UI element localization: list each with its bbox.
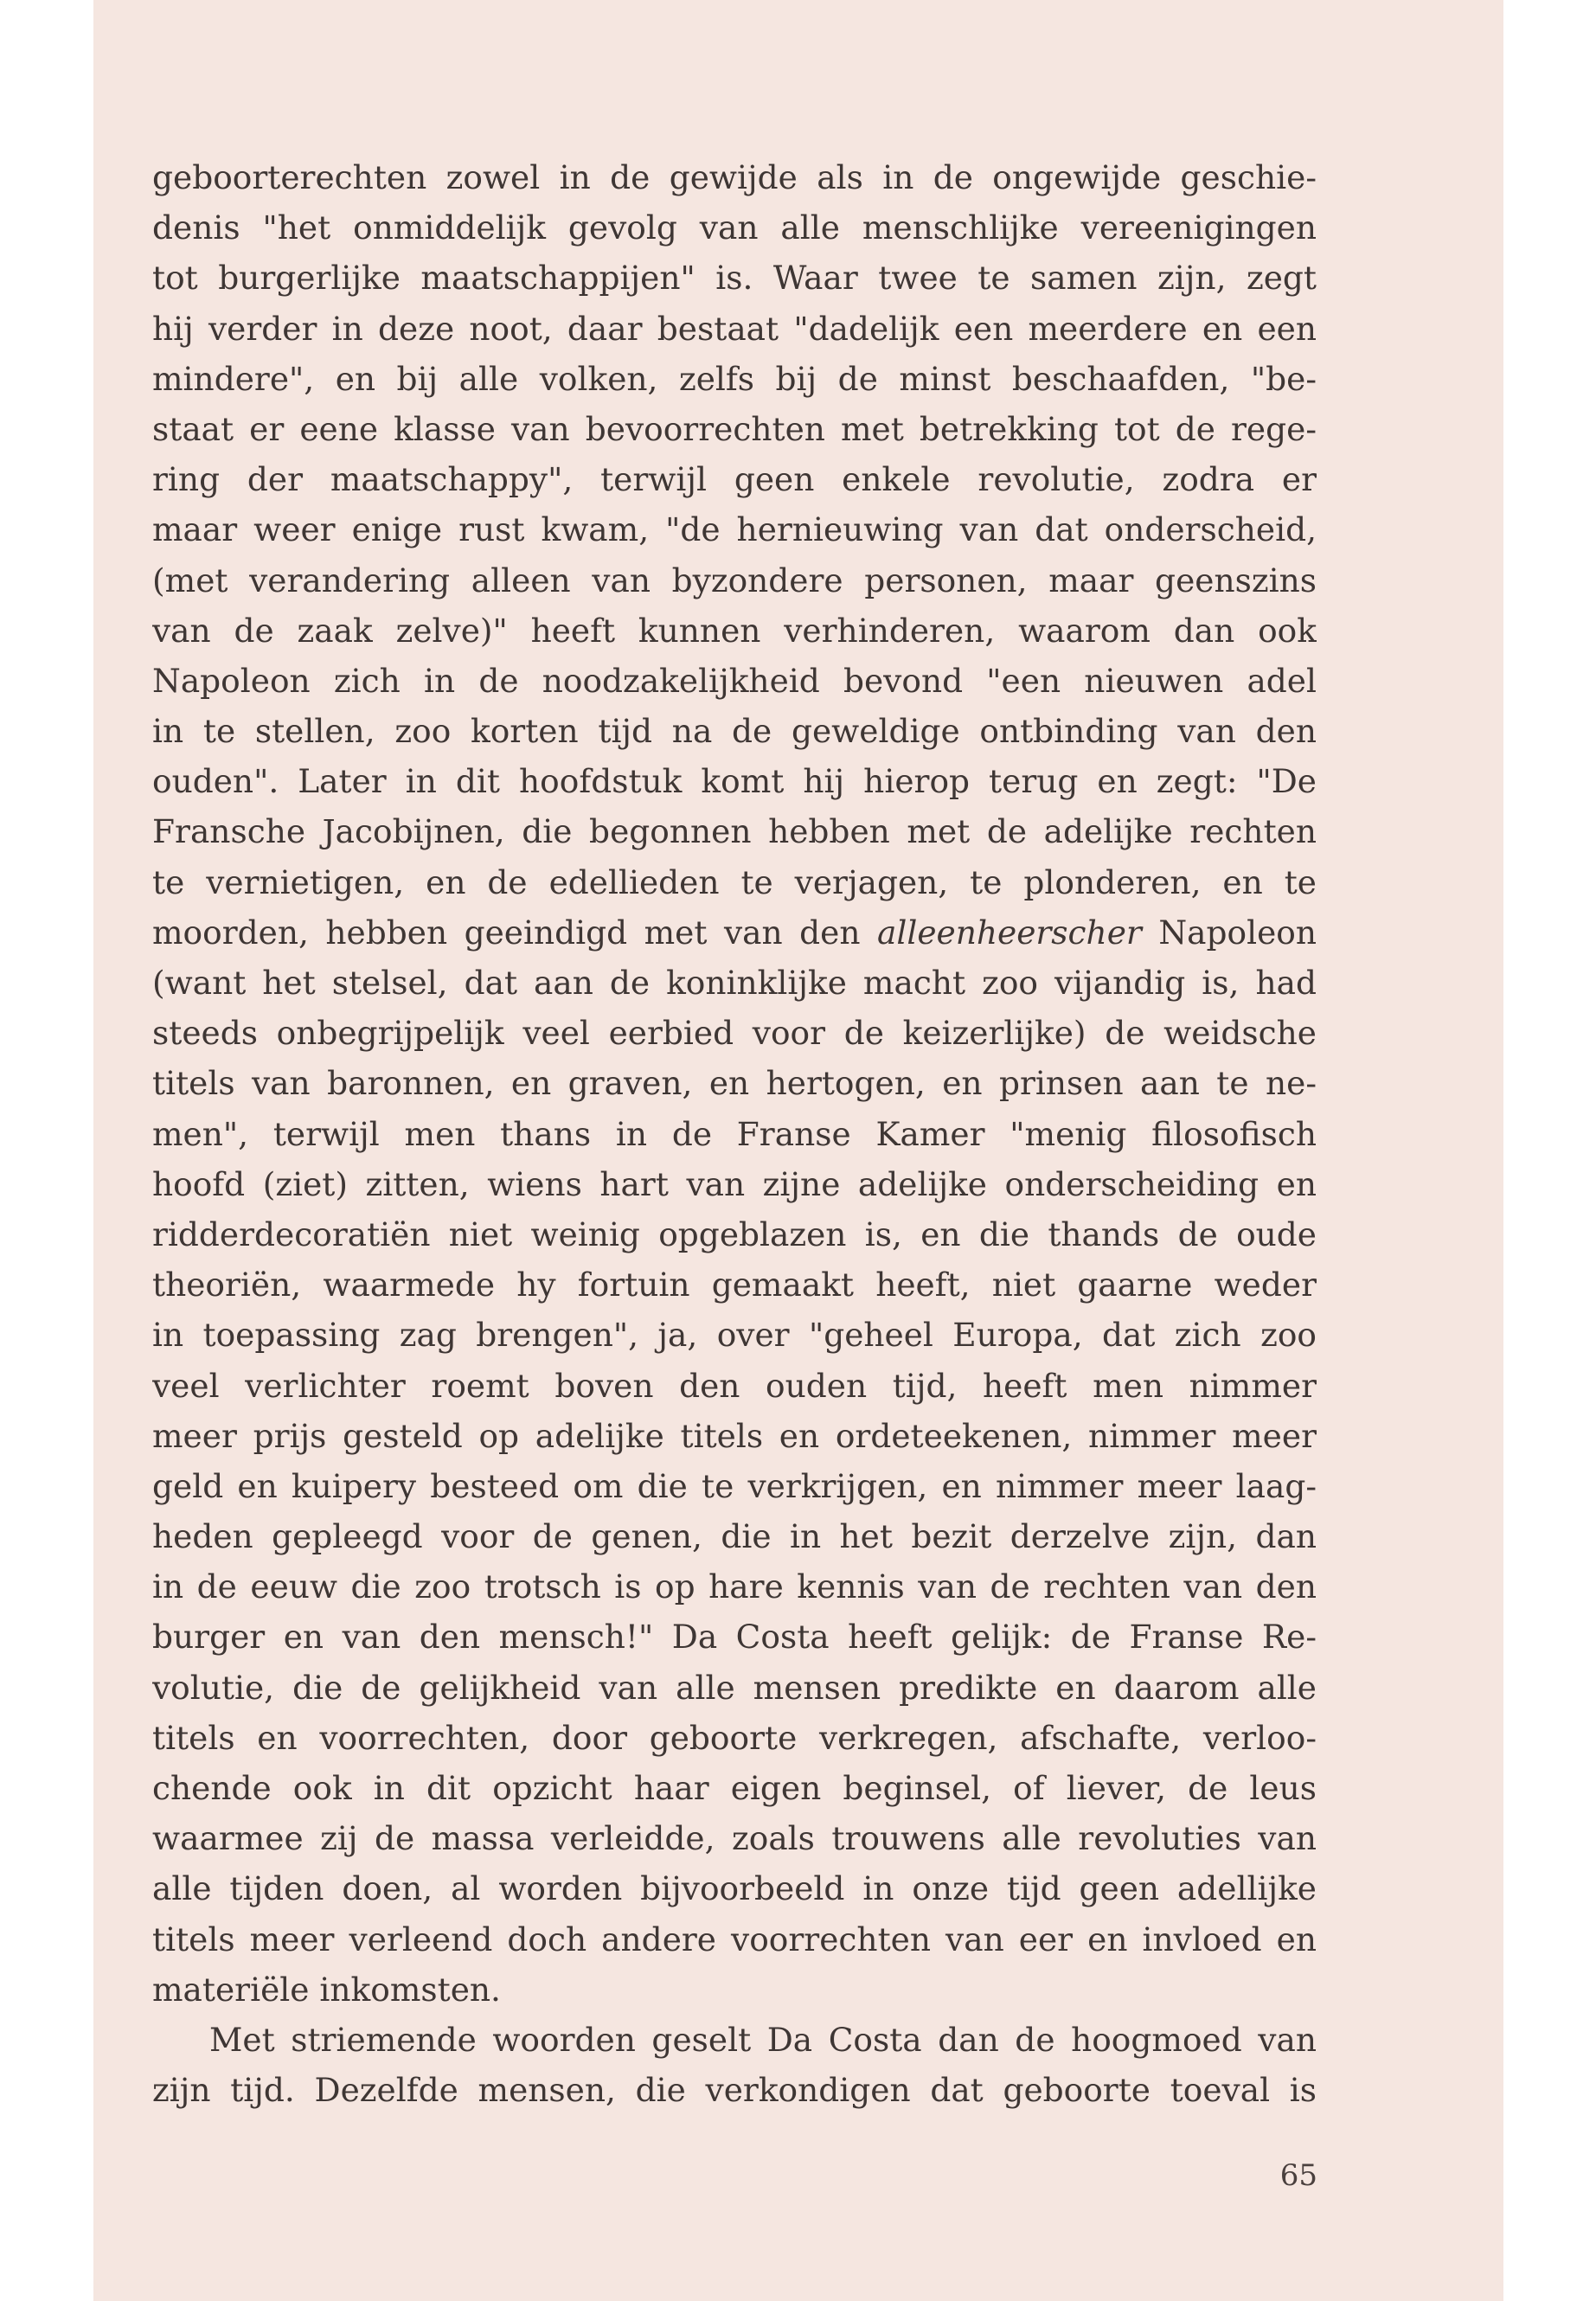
- text-line: tot burgerlijke maatschappijen" is. Waar twee te samen zijn, zegt: [152, 259, 1317, 298]
- text-line: volutie, die de gelijkheid van alle mensen predikte en daarom alle: [152, 1668, 1317, 1707]
- text-segment: moorden, hebben geeindigd met van den: [152, 913, 877, 952]
- italic-term: alleenheerscher: [876, 913, 1142, 952]
- text-line: materiële inkomsten.: [152, 1970, 501, 2009]
- text-line: chende ook in dit opzicht haar eigen beginsel, of liever, de leus: [152, 1769, 1317, 1807]
- body-text: [152, 152, 1317, 2115]
- text-segment: Napoleon: [1141, 913, 1317, 952]
- text-line: titels en voorrechten, door geboorte verkregen, afschafte, verloo-: [152, 1718, 1317, 1757]
- text-line: (want het stelsel, dat aan de koninklijke macht zoo vijandig is, had: [152, 964, 1317, 1002]
- text-line: denis "het onmiddelijk gevolg van alle menschlijke vereenigingen: [152, 208, 1317, 247]
- text-line: ridderdecoratiën niet weinig opgeblazen is, en die thands de oude: [152, 1215, 1317, 1253]
- text-line: Napoleon zich in de noodzakelijkheid bevond "een nieuwen adel: [152, 661, 1317, 700]
- text-line: burger en van den mensch!" Da Costa heeft gelijk: de Franse Re-: [152, 1618, 1317, 1657]
- text-line: van de zaak zelve)" heeft kunnen verhinderen, waarom dan ook: [152, 611, 1317, 650]
- text-line-with-italic: [152, 907, 1317, 958]
- text-line: staat er eene klasse van bevoorrechten met betrekking tot de rege-: [152, 409, 1317, 448]
- text-line: veel verlichter roemt boven den ouden tijd, heeft men nimmer: [152, 1366, 1317, 1405]
- text-line: titels van baronnen, en graven, en hertogen, en prinsen aan te ne-: [152, 1064, 1317, 1103]
- text-line: mindere", en bij alle volken, zelfs bij de minst beschaafden, "be-: [152, 359, 1317, 398]
- text-line: (met verandering alleen van byzondere personen, maar geenszins: [152, 561, 1317, 599]
- text-line: meer prijs gesteld op adelijke titels en ordeteekenen, nimmer meer: [152, 1416, 1317, 1455]
- text-line: ouden". Later in dit hoofdstuk komt hij hierop terug en zegt: "De: [152, 762, 1317, 801]
- text-line: in te stellen, zoo korten tijd na de geweldige ontbinding van den: [152, 712, 1317, 751]
- text-line: hoofd (ziet) zitten, wiens hart van zijne adelijke onderscheiding en: [152, 1164, 1317, 1203]
- text-line: geld en kuipery besteed om die te verkrijgen, en nimmer meer laag-: [152, 1466, 1317, 1505]
- text-line: te vernietigen, en de edellieden te verjagen, te plonderen, en te: [152, 862, 1317, 901]
- text-line: titels meer verleend doch andere voorrechten van eer en invloed en: [152, 1920, 1317, 1958]
- text-line: alle tijden doen, al worden bijvoorbeeld in onze tijd geen adellijke: [152, 1869, 1317, 1908]
- text-line: men", terwijl men thans in de Franse Kamer "menig filosofisch: [152, 1114, 1317, 1153]
- text-line: geboorterechten zowel in de gewijde als in de ongewijde geschie-: [152, 158, 1317, 196]
- book-page: [93, 0, 1503, 2301]
- text-line: in de eeuw die zoo trotsch is op hare kennis van de rechten van den: [152, 1567, 1317, 1606]
- page-number: 65: [1279, 2158, 1317, 2193]
- text-line: maar weer enige rust kwam, "de hernieuwing van dat onderscheid,: [152, 510, 1317, 549]
- text-line: waarmee zij de massa verleidde, zoals trouwens alle revoluties van: [152, 1819, 1317, 1858]
- text-line: steeds onbegrijpelijk veel eerbied voor de keizerlijke) de weidsche: [152, 1014, 1317, 1053]
- text-line: Fransche Jacobijnen, die begonnen hebben met de adelijke rechten: [152, 812, 1317, 851]
- text-line: ring der maatschappy", terwijl geen enkele revolutie, zodra er: [152, 460, 1317, 499]
- paragraph-first-line: Met striemende woorden geselt Da Costa dan de hoogmoed van: [209, 2020, 1317, 2059]
- text-line: zijn tijd. Dezelfde mensen, die verkondigen dat geboorte toeval is: [152, 2071, 1317, 2110]
- text-line: in toepassing zag brengen", ja, over "geheel Europa, dat zich zoo: [152, 1316, 1317, 1355]
- text-line: heden gepleegd voor de genen, die in het bezit derzelve zijn, dan: [152, 1517, 1317, 1556]
- text-line: hij verder in deze noot, daar bestaat "dadelijk een meerdere en een: [152, 309, 1317, 348]
- text-line: theoriën, waarmede hy fortuin gemaakt heeft, niet gaarne weder: [152, 1266, 1317, 1304]
